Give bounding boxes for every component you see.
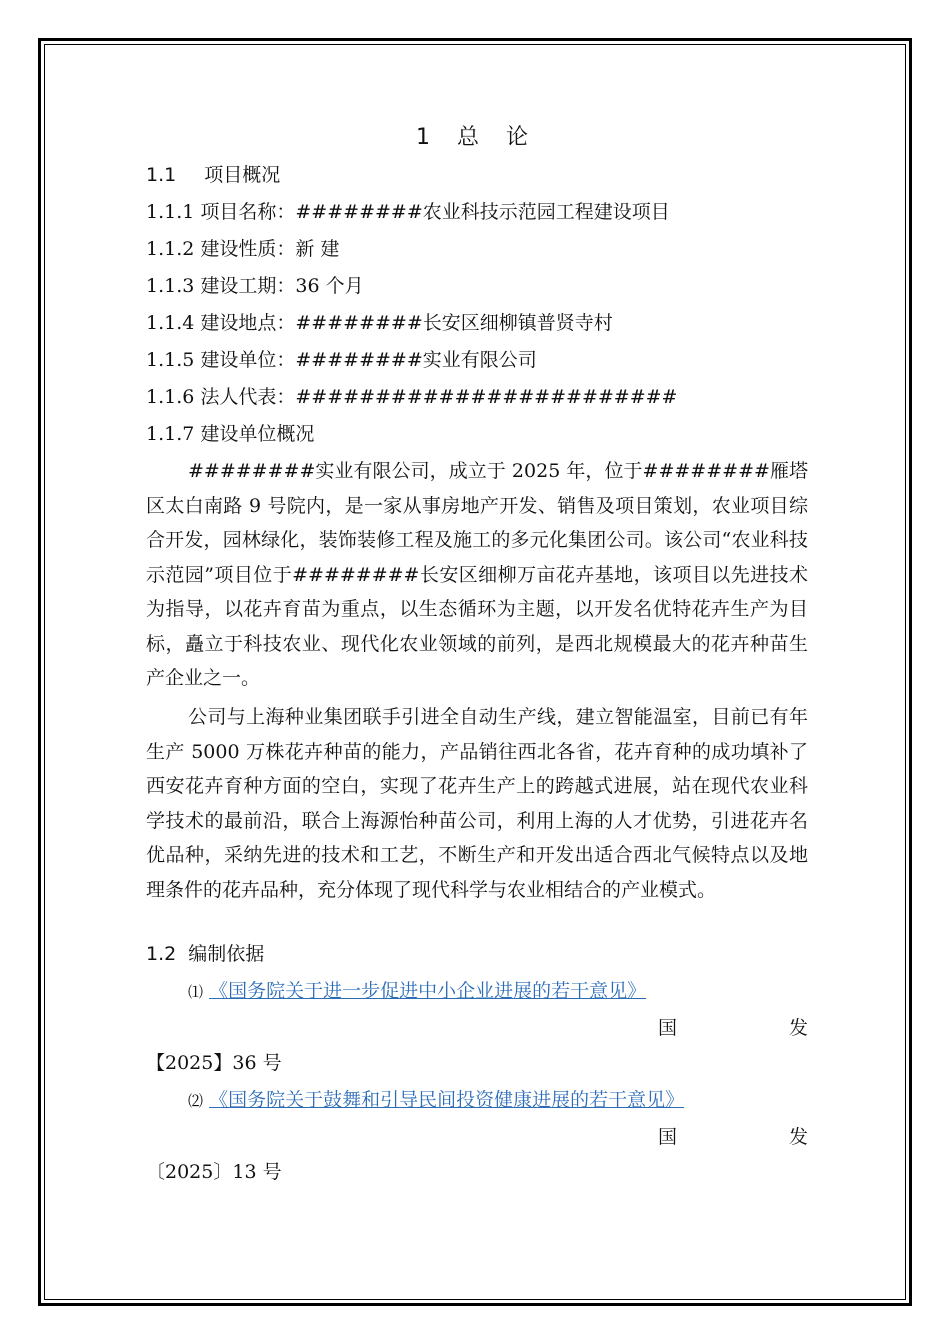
item-construction-period: 1.1.3 建设工期：36 个月: [146, 275, 364, 297]
item-project-name: 1.1.1 项目名称：########农业科技示范园工程建设项目: [146, 201, 670, 223]
issuer-word: 国: [658, 1126, 678, 1148]
item-unit-overview: 1.1.7 建设单位概况: [146, 423, 315, 445]
item-construction-nature: 1.1.2 建设性质：新 建: [146, 238, 340, 260]
paragraph-company-intro: ########实业有限公司，成立于 2025 年，位于########雁塔区太白南路 9 号院内，是一家从事房地产开发、销售及项目策划，农业项目综合开发，园林绿化，装饰装修工程及施工的多元化集团公司。该公司“农业科技示范园”项目位于########长安区细柳万亩花卉基地，该项目以先进技术为指导，以花卉育苗为重点，以生态循环为主题，以开发名优特花卉生产为目标，矗立于科技农业、现代化农业领域的前列，是西北规模最大的花卉种苗生产企业之一。: [146, 460, 808, 689]
section-heading-1-1: [146, 164, 280, 186]
reference-issuer: [658, 1016, 808, 1040]
reference-issuer: [658, 1125, 808, 1149]
chapter-title: 1 总 论: [416, 125, 538, 150]
item-legal-representative: 1.1.6 法人代表：########################: [146, 386, 678, 408]
reference-doc-number: 〔2025〕13 号: [146, 1161, 282, 1183]
reference-number: ⑵: [188, 1092, 204, 1110]
issuer-word: 发: [788, 1126, 808, 1148]
reference-number: ⑴: [188, 983, 204, 1001]
reference-link[interactable]: 《国务院关于鼓舞和引导民间投资健康进展的若干意见》: [209, 1089, 685, 1111]
issuer-word: 国: [658, 1017, 678, 1039]
section-label: 项目概况: [204, 164, 281, 186]
reference-item: [188, 979, 646, 1004]
section-label: 编制依据: [188, 943, 265, 965]
reference-doc-number: 【2025】36 号: [146, 1052, 282, 1074]
paragraph-company-capability: 公司与上海种业集团联手引进全自动生产线，建立智能温室，目前已有年生产 5000 万株花卉种苗的能力，产品销往西北各省，花卉育种的成功填补了西安花卉育种方面的空白，实现了花卉生产上的跨越式进展，站在现代农业科学技术的最前沿，联合上海源怡种苗公司，利用上海的人才优势，引进花卉名优品种，采纳先进的技术和工艺，不断生产和开发出适合西北气候特点以及地理条件的花卉品种，充分体现了现代科学与农业相结合的产业模式。: [146, 706, 808, 901]
item-construction-site: 1.1.4 建设地点：########长安区细柳镇普贤寺村: [146, 312, 613, 334]
section-number: 1.1: [146, 164, 177, 186]
section-heading-1-2: [146, 943, 264, 965]
item-construction-unit: 1.1.5 建设单位：########实业有限公司: [146, 349, 537, 371]
reference-item: [188, 1088, 684, 1113]
section-number: 1.2: [146, 943, 177, 965]
reference-link[interactable]: 《国务院关于进一步促进中小企业进展的若干意见》: [209, 980, 647, 1002]
issuer-word: 发: [788, 1017, 808, 1039]
